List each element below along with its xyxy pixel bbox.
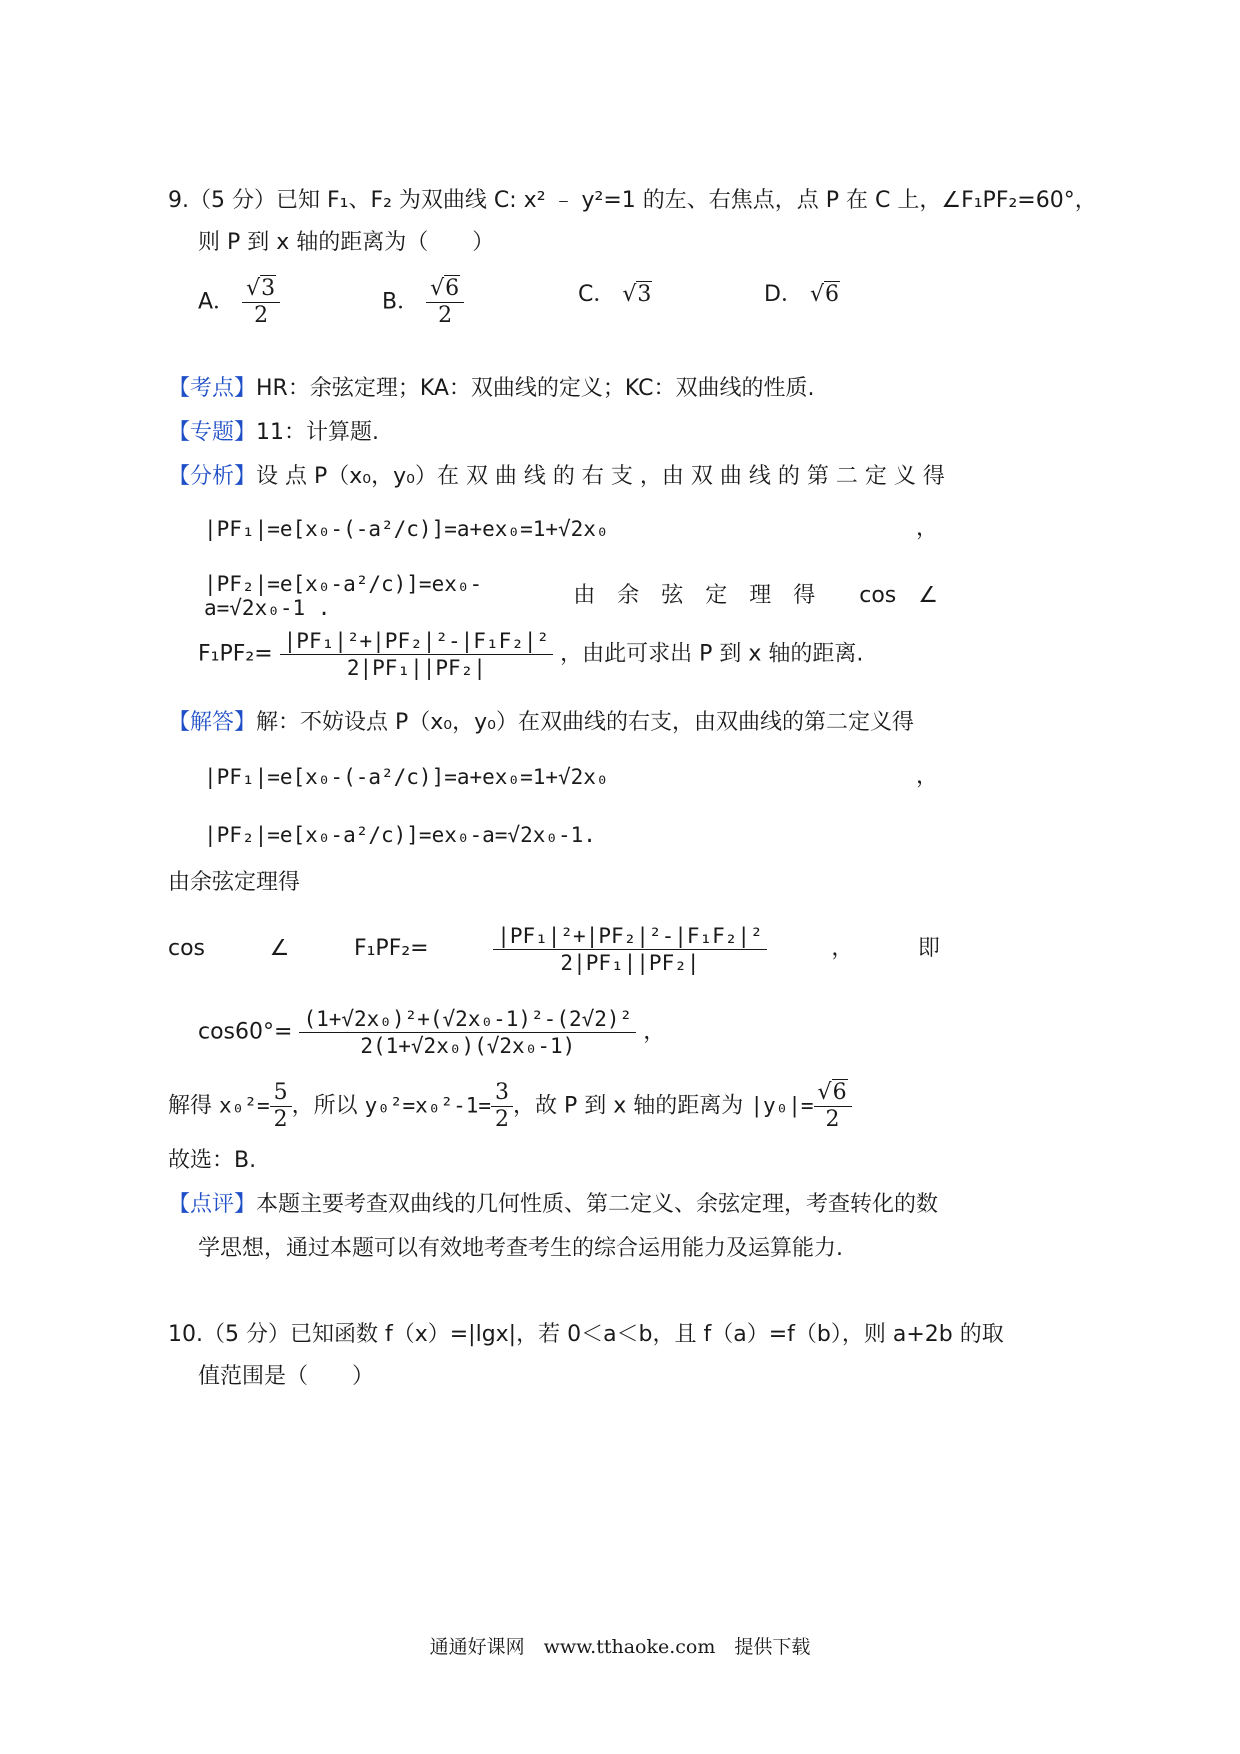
solve-abs-y0: |y₀|= bbox=[750, 1093, 814, 1118]
jieda-line bbox=[168, 708, 914, 738]
fenxi-eq1: |PF₁|=e[x₀-(-a²/c)]=a+ex₀=1+√2x₀ bbox=[204, 517, 609, 541]
kaodian-line bbox=[168, 374, 815, 404]
fenxi-cos-prefix: F₁PF₂= bbox=[198, 641, 273, 667]
q9-stem-line2: 则 P 到 x 轴的距离为（ ） bbox=[198, 230, 495, 255]
jieda-cos60-suffix: ， bbox=[643, 1019, 666, 1045]
jieda-ji: 即 bbox=[917, 936, 940, 961]
jieda-cos60-numerator: (1+√2x₀)²+(√2x₀-1)²-(2√2)² bbox=[299, 1006, 636, 1033]
zhuanti-tag: 【专题】 bbox=[168, 420, 257, 445]
solve-y0sq: y₀²=x₀²-1= bbox=[364, 1093, 492, 1118]
option-numerator: 3 bbox=[261, 276, 276, 301]
fenxi-eq2-row bbox=[204, 572, 938, 620]
dianping-tag: 【点评】 bbox=[168, 1192, 257, 1217]
fenxi-eq1-comma: ， bbox=[915, 516, 938, 541]
option-value: 3 bbox=[637, 282, 652, 307]
solve-frac-3-num: 6 bbox=[832, 1080, 847, 1105]
jieda-cos60-fraction bbox=[299, 1006, 636, 1059]
solve-text-a: 解得 bbox=[168, 1093, 213, 1119]
jieda-cos60-prefix: cos60°= bbox=[198, 1019, 293, 1045]
option-label: C． bbox=[578, 282, 616, 307]
jieda-line3: 由余弦定理得 bbox=[168, 870, 301, 895]
option-label: B． bbox=[382, 289, 420, 315]
fenxi-eq2: |PF₂|=e[x₀-a²/c)]=ex₀-a=√2x₀-1 . bbox=[204, 572, 483, 620]
fenxi-eq1-row bbox=[204, 514, 938, 544]
jieda-text: 解：不妨设点 P（x₀，y₀）在双曲线的右支，由双曲线的第二定义得 bbox=[256, 710, 914, 735]
dianping-line2: 学思想，通过本题可以有效地考查考生的综合运用能力及运算能力. bbox=[198, 1236, 843, 1261]
fenxi-cos-suffix: ，由此可求出 P 到 x 轴的距离. bbox=[560, 641, 864, 667]
fenxi-cos-denominator: 2|PF₁||PF₂| bbox=[346, 656, 486, 680]
fenxi-cos-fraction bbox=[280, 628, 554, 681]
kaodian-text: HR：余弦定理；KA：双曲线的定义；KC：双曲线的性质. bbox=[256, 376, 815, 401]
dianping-text1: 本题主要考查双曲线的几何性质、第二定义、余弦定理，考查转化的数 bbox=[256, 1192, 939, 1217]
fenxi-eq2-tail: 由 余 弦 定 理 得 cos ∠ bbox=[573, 583, 938, 608]
fenxi-tag: 【分析】 bbox=[168, 464, 257, 489]
q9-option-d[interactable] bbox=[764, 280, 840, 310]
solve-text-i: ，故 P 到 x 轴的距离为 bbox=[513, 1093, 744, 1119]
solve-frac-2-den: 2 bbox=[495, 1107, 510, 1132]
option-denominator: 2 bbox=[254, 303, 269, 328]
jieda-cos-fraction bbox=[493, 923, 767, 976]
jieda-eq1: |PF₁|=e[x₀-(-a²/c)]=a+ex₀=1+√2x₀ bbox=[204, 765, 609, 789]
solve-frac-2 bbox=[491, 1080, 513, 1133]
jieda-cos60-row bbox=[198, 1006, 665, 1068]
kaodian-tag: 【考点】 bbox=[168, 376, 257, 401]
fenxi-line bbox=[168, 462, 945, 492]
jieda-eq2: |PF₂|=e[x₀-a²/c)]=ex₀-a=√2x₀-1. bbox=[204, 823, 596, 847]
zhuanti-text: 11：计算题. bbox=[256, 420, 380, 445]
solve-frac-1 bbox=[270, 1080, 292, 1133]
fenxi-text: 设 点 P（x₀，y₀）在 双 曲 线 的 右 支 ，由 双 曲 线 的 第 二 定 义 得 bbox=[256, 464, 945, 489]
q9-option-c[interactable] bbox=[578, 280, 652, 310]
option-numerator: 6 bbox=[445, 276, 460, 301]
page-footer: 通通好课网 www.tthaoke.com 提供下载 bbox=[429, 1636, 811, 1658]
option-fraction bbox=[426, 276, 464, 329]
fenxi-cos-numerator: |PF₁|²+|PF₂|²-|F₁F₂|² bbox=[280, 628, 554, 655]
option-label: D． bbox=[764, 282, 803, 307]
jieda-cos-denominator: 2|PF₁||PF₂| bbox=[560, 950, 700, 975]
option-label: A． bbox=[198, 289, 236, 315]
solve-x0sq: x₀²= bbox=[219, 1093, 270, 1118]
q9-option-a[interactable] bbox=[198, 276, 280, 326]
jieda-answer: 故选：B. bbox=[168, 1148, 257, 1173]
jieda-cos-prefix: F₁PF₂= bbox=[353, 936, 429, 961]
solve-frac-1-den: 2 bbox=[273, 1107, 288, 1132]
solve-text-e: ，所以 bbox=[291, 1093, 358, 1119]
jieda-cos-word: cos bbox=[168, 936, 206, 961]
jieda-eq1-comma: ， bbox=[915, 764, 938, 789]
jieda-cos60-denominator: 2(1+√2x₀)(√2x₀-1) bbox=[360, 1034, 576, 1058]
jieda-comma: ， bbox=[831, 936, 854, 961]
jieda-angle: ∠ bbox=[269, 936, 290, 961]
q9-option-b[interactable] bbox=[382, 276, 464, 326]
option-denominator: 2 bbox=[438, 303, 453, 328]
q10-stem-line1: 10.（5 分）已知函数 f（x）=|lgx|，若 0＜a＜b，且 f（a）=f（b），则 a+2b 的取 bbox=[168, 1322, 1004, 1347]
q10-stem-line2: 值范围是（ ） bbox=[198, 1364, 375, 1389]
jieda-tag: 【解答】 bbox=[168, 710, 257, 735]
jieda-cos-numerator: |PF₁|²+|PF₂|²-|F₁F₂|² bbox=[493, 923, 767, 950]
solve-frac-1-num: 5 bbox=[270, 1080, 292, 1107]
option-value: 6 bbox=[824, 282, 839, 307]
option-fraction bbox=[242, 276, 280, 329]
solve-frac-3 bbox=[814, 1080, 852, 1133]
q9-stem-line1: 9.（5 分）已知 F₁、F₂ 为双曲线 C: x² ﹣ y²=1 的左、右焦点，点 P 在 C 上，∠F₁PF₂=60°， bbox=[168, 188, 1097, 213]
jieda-cos-row bbox=[168, 918, 940, 980]
jieda-solve-row bbox=[168, 1080, 852, 1136]
fenxi-cos-row bbox=[198, 628, 863, 690]
zhuanti-line bbox=[168, 418, 379, 448]
solve-frac-2-num: 3 bbox=[491, 1080, 513, 1107]
solve-frac-3-den: 2 bbox=[825, 1107, 840, 1132]
jieda-eq1-row bbox=[204, 762, 938, 792]
dianping-line1 bbox=[168, 1190, 938, 1220]
